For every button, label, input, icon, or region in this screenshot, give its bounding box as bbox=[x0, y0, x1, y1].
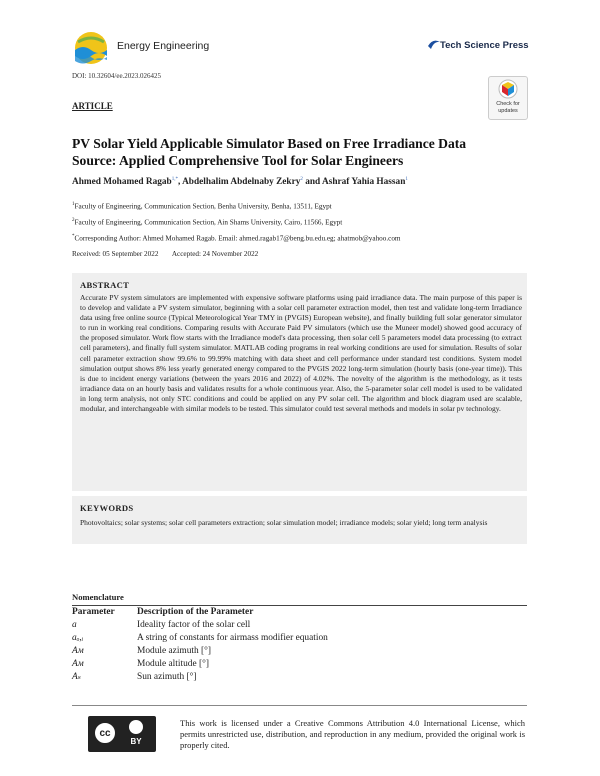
parameter-description: Ideality factor of the solar cell bbox=[137, 619, 251, 630]
journal-name: Energy Engineering bbox=[117, 40, 210, 52]
parameter-symbol: aₒ,ᵢ bbox=[72, 632, 84, 643]
author-separator: , bbox=[177, 177, 183, 188]
cc-logo-icon bbox=[93, 721, 117, 745]
received-date: Received: 05 September 2022 bbox=[72, 250, 159, 258]
parameter-symbol: Aᴍ bbox=[72, 645, 84, 656]
affiliation-text: Faculty of Engineering, Communication Section, Benha University, Benha, 13511, Egypt bbox=[74, 202, 332, 211]
column-header-parameter: Parameter bbox=[72, 607, 115, 617]
table-row bbox=[72, 618, 328, 631]
publisher-swoosh-icon bbox=[427, 38, 441, 52]
affiliation-1 bbox=[72, 202, 332, 210]
affiliation-2 bbox=[72, 218, 342, 226]
doi[interactable]: DOI: 10.32604/ee.2023.026425 bbox=[72, 72, 162, 80]
corresponding-author-text: Corresponding Author: Ahmed Mohamed Ragab. Email: ahmed.ragab17@beng.bu.edu.eg; ahatmob@yahoo.com bbox=[74, 234, 401, 243]
person-icon bbox=[129, 720, 143, 734]
cc-by-license-badge[interactable] bbox=[88, 716, 156, 752]
abstract-heading: ABSTRACT bbox=[80, 280, 130, 290]
abstract-text: Accurate PV system simulators are implemented with expensive software platforms using paid irradiance data. The main purpose of this paper is to develop and validate a PV system simulator, beginning with a solar cell parameter extraction model, then test and validate long-term Irradiance data using free online source (Typical Meteorological Year TMY in (PVGIS) European website), and finally building full solar generator simulator to run in working real conditions. Comparing results with Accurate Paid PV simulators (which use the Muneer model) showed good accuracy of the proposed simulator. Work flow starts with the Irradiance model's data processing, then solar cell 5 parameters model data processing (to extract cell parameters), and finally full system simulator. MATLAB coding programs in real working conditions are used for simulation. Results of solar cell parameter extraction show 99.6% to 99.99% matching with data sheet and cell performance under standard test conditions. System model simulation output shows 8% less yearly generated energy compared to the PVGIS 2022 long-term simulation (hourly basis (one-year time)). This is due to incident energy variations (between the years 2016 and 2022) of 4.02%. The novelty of the algorithm is the methodology, as it tests irradiance data on an hourly basis and validates results for a whole continuous year. Also, the 5-parameter solar cell model is used to be validated in long term analysis, not only STC conditions and could be applied on any PV solar cell. The algorithm and block diagram used are scalable, modular, and interchangeable with similar models to be tested. This simulator could test several methods and models in solar pv technology. bbox=[80, 293, 522, 414]
affiliation-mark: 2 bbox=[72, 218, 75, 223]
author-name[interactable]: Ashraf Yahia Hassan bbox=[322, 177, 406, 188]
affiliation-text: Faculty of Engineering, Communication Section, Ain Shams University, Cairo, 11566, Egypt bbox=[74, 218, 343, 227]
crossmark-icon bbox=[489, 77, 527, 101]
author-separator: and bbox=[302, 177, 323, 188]
check-for-updates-label: Check for updates bbox=[496, 101, 520, 114]
affiliation-mark: 1 bbox=[72, 202, 75, 207]
parameter-symbol: Aᴍ bbox=[72, 658, 84, 669]
author-name[interactable]: Abdelhalim Abdelnaby Zekry bbox=[182, 177, 301, 188]
check-for-updates-badge[interactable] bbox=[488, 76, 528, 120]
author-affiliation-mark: 1 bbox=[405, 177, 408, 182]
table-row bbox=[72, 670, 328, 683]
affiliation-mark: * bbox=[72, 234, 75, 239]
parameter-description: Module altitude [°] bbox=[137, 658, 209, 669]
parameter-symbol: Aₛ bbox=[72, 672, 81, 682]
corresponding-author bbox=[72, 234, 401, 242]
footer-rule bbox=[72, 705, 527, 706]
author-affiliation-mark: 2 bbox=[300, 177, 303, 182]
author-name[interactable]: Ahmed Mohamed Ragab bbox=[72, 177, 172, 188]
parameter-description: Module azimuth [°] bbox=[137, 645, 212, 656]
parameter-description: Sun azimuth [°] bbox=[137, 671, 197, 682]
journal-logo-icon bbox=[72, 30, 110, 66]
nomenclature-heading: Nomenclature bbox=[72, 592, 124, 602]
author-list bbox=[72, 177, 542, 187]
accepted-date: Accepted: 24 November 2022 bbox=[171, 250, 259, 258]
keywords-heading: KEYWORDS bbox=[80, 503, 134, 513]
table-row bbox=[72, 644, 328, 657]
table-header-row bbox=[72, 606, 328, 618]
publisher-name: Tech Science Press bbox=[440, 40, 529, 51]
by-label: BY bbox=[130, 737, 142, 746]
table-row bbox=[72, 657, 328, 670]
column-header-description: Description of the Parameter bbox=[137, 607, 254, 617]
license-text: This work is licensed under a Creative Commons Attribution 4.0 International License, which permits unrestricted use, distribution, and reproduction in any medium, provided the original work is properly cited. bbox=[180, 718, 525, 750]
article-title: PV Solar Yield Applicable Simulator Based on Free Irradiance Data Source: Applied Comprehensive Tool for Solar Engineers bbox=[72, 136, 467, 168]
nomenclature-table bbox=[72, 606, 328, 683]
author-affiliation-mark: 1,* bbox=[171, 177, 178, 182]
parameter-symbol: a bbox=[72, 619, 77, 630]
parameter-description: A string of constants for airmass modifier equation bbox=[137, 632, 328, 643]
keywords-text: Photovoltaics; solar systems; solar cell parameters extraction; solar simulation model; irradiance models; solar yield; long term analysis bbox=[80, 518, 488, 527]
article-type-label: ARTICLE bbox=[72, 101, 113, 111]
table-row bbox=[72, 631, 328, 644]
cc-logo-text: cc bbox=[99, 727, 111, 739]
article-dates bbox=[72, 250, 270, 258]
